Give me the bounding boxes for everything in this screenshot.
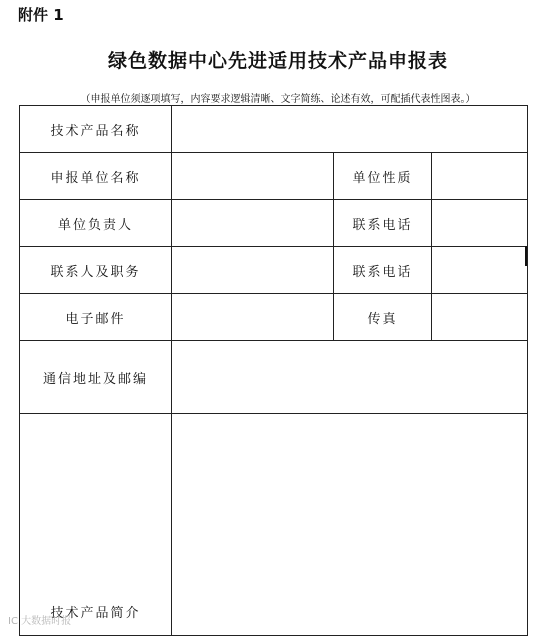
product-name-field[interactable] <box>172 106 528 153</box>
row-address <box>20 341 528 414</box>
phone-label-2: 联系电话 <box>334 247 432 294</box>
unit-head-label: 单位负责人 <box>20 200 172 247</box>
unit-head-field[interactable] <box>172 200 334 247</box>
contact-field[interactable] <box>172 247 334 294</box>
row-unit-head <box>20 200 528 247</box>
row-product-name <box>20 106 528 153</box>
fax-label: 传真 <box>334 294 432 341</box>
instruction-note: （申报单位须逐项填写，内容要求逻辑清晰、文字简练、论述有效，可配插代表性图表。） <box>80 94 476 105</box>
row-intro <box>20 414 528 636</box>
unit-type-field[interactable] <box>432 153 528 200</box>
row-applicant <box>20 153 528 200</box>
watermark: IC 大数据时报 <box>8 616 72 627</box>
page-title: 绿色数据中心先进适用技术产品申报表 <box>107 50 448 72</box>
intro-label: 技术产品简介 <box>20 414 172 636</box>
intro-field[interactable] <box>172 414 528 636</box>
address-label: 通信地址及邮编 <box>20 341 172 414</box>
email-field[interactable] <box>172 294 334 341</box>
phone-field-1[interactable] <box>432 200 528 247</box>
product-name-label: 技术产品名称 <box>20 106 172 153</box>
row-contact <box>20 247 528 294</box>
text-cursor <box>525 246 527 266</box>
contact-label: 联系人及职务 <box>20 247 172 294</box>
applicant-name-field[interactable] <box>172 153 334 200</box>
address-field[interactable] <box>172 341 528 414</box>
attachment-label: 附件 1 <box>18 6 64 24</box>
phone-label-1: 联系电话 <box>334 200 432 247</box>
phone-field-2[interactable] <box>432 247 528 294</box>
email-label: 电子邮件 <box>20 294 172 341</box>
applicant-name-label: 申报单位名称 <box>20 153 172 200</box>
application-form-table <box>19 105 528 636</box>
row-email <box>20 294 528 341</box>
unit-type-label: 单位性质 <box>334 153 432 200</box>
fax-field[interactable] <box>432 294 528 341</box>
